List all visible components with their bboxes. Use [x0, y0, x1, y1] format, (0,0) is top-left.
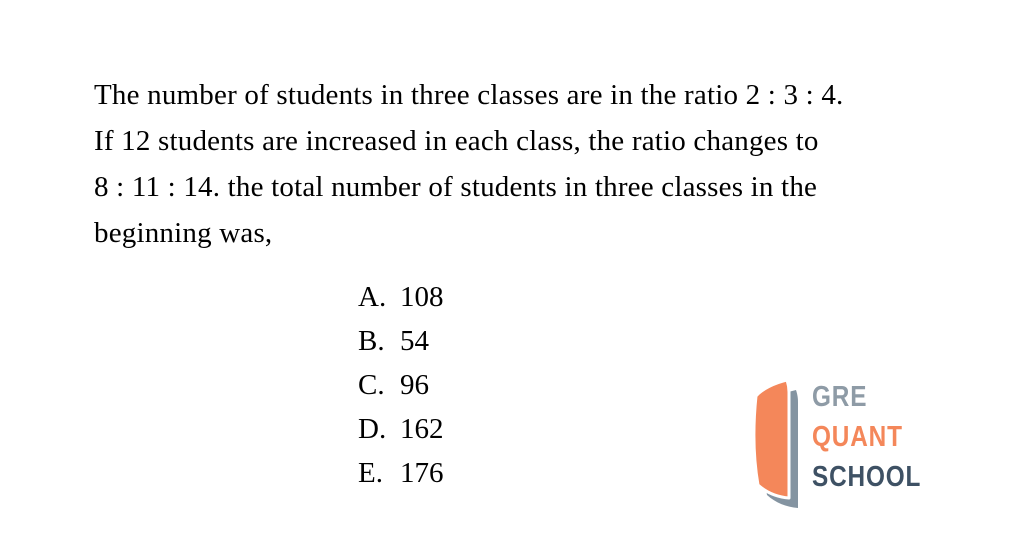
question-line-3: 8 : 11 : 14. the total number of students in three classes in the	[94, 171, 818, 203]
question-line-4: beginning was,	[94, 217, 273, 249]
option-a[interactable]	[358, 275, 444, 319]
logo-line-quant: QUANT	[812, 421, 903, 453]
option-b-letter: B.	[358, 325, 385, 357]
answer-options	[358, 275, 444, 495]
option-d-letter: D.	[358, 413, 387, 445]
option-a-value: 108	[400, 281, 444, 313]
open-book-icon	[750, 380, 806, 508]
option-c[interactable]	[358, 363, 444, 407]
gre-quant-school-logo	[750, 377, 920, 508]
option-b[interactable]	[358, 319, 444, 363]
option-d-value: 162	[400, 413, 444, 445]
logo-line-gre: GRE	[812, 381, 868, 413]
option-c-letter: C.	[358, 369, 385, 401]
book-front-page	[754, 380, 789, 498]
option-b-value: 54	[400, 325, 429, 357]
logo-text	[812, 377, 942, 497]
logo-line-school: SCHOOL	[812, 461, 922, 493]
question-text	[94, 72, 843, 256]
option-d[interactable]	[358, 407, 444, 451]
option-e-value: 176	[400, 457, 444, 489]
option-c-value: 96	[400, 369, 429, 401]
question-line-1: The number of students in three classes are in the ratio 2 : 3 : 4.	[94, 79, 844, 111]
option-e-letter: E.	[358, 457, 383, 489]
option-a-letter: A.	[358, 281, 387, 313]
option-e[interactable]	[358, 451, 444, 495]
question-line-2: If 12 students are increased in each class, the ratio changes to	[94, 125, 819, 157]
